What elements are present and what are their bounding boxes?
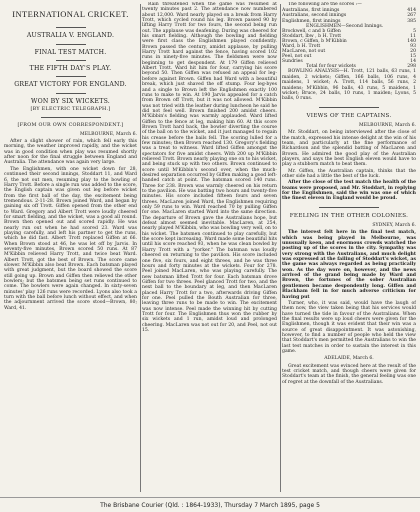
article-paragraph: Mr. Giffen, the Australian captain, thinks that the other side had a little the best of the luck. — [282, 168, 416, 179]
bowling-analysis: BOWLING ANALYSIS—H. Trott, 121 balls, 63 runs, 1 maiden, 2 wickets; Giffen, 166 balls, 106 runs, 4 maidens, 1 wicket; A. Trott, 114 balls, 56 runs, 2 maidens; M'Kibbin, 96 balls, 43 runs, 5 maidens, 1 wicket; Bruce, 24 balls, 10 runs, 1 maiden; Lyons, 5 balls, 0 runs. — [282, 69, 416, 102]
correspondent-note: [FROM OUR OWN CORRESPONDENT.] — [17, 123, 124, 129]
dateline-adelaide: ADELAIDE, March 6. — [324, 356, 374, 362]
divider — [56, 93, 86, 94]
bold-block — [282, 180, 416, 201]
subheading-match: AUSTRALIA V. ENGLAND. — [26, 32, 115, 40]
article-paragraph: After the close of the test match the health of the teams were proposed, and Mr. Stoddart, in replying for the Englishmen, said the win was one of which the finest eleven in England would be proud. — [282, 180, 416, 202]
divider — [319, 107, 379, 108]
score-row: Englishmen, first innings 385 — [282, 18, 416, 24]
article-paragraph: Great excitement was evinced here at the result of the test cricket match, and though cheers were given for Stoddart's team at the finish, the general feeling was one of regret at the downfall of the Australians. — [282, 363, 416, 385]
article-paragraph: Rain threatened when the game was resumed at twenty minutes past 2. The attendance now numbered about 12,000. Ward nearly played on a break from Harry Trott, which cycled round his leg. Brown passed 90 by lifting Harry Trott for two fours, the second being run out. The applause was deafening. During was cheered for his smart fielding. Although the bowling and fielding were first class the Englishmen played confidently. Brown passed the century, amidst applause, by pulling Harry Trott hard against the fence, having scored 102 runs in ninety-five minutes. The fieldsmen were now beginning to get despondent. At 179 Giffen relieved Albert Trott. Ward hit him for four, carrying his score beyond 50. Then Giffen was refused an appeal for leg-before against Brown. Giffen had Ward with a beautiful break, which just shaved the off stump. Four leg-byes and a single to Brown left the Englishmen exactly 100 runs to make to win. At 190 Jarvis appealed for a catch from Brown off Trott, but it was not allowed. M'Kibbin was not tried with the leather during luncheon he said he did not feel well. Brown finished 200 amidst cheers. M'Kibbin's fielding was warmly applauded. Ward lifted Giffen to the fence at leg, making him 60. At this score Brown Trott hard back, the bowler diverting the course of the ball on to the wicket, and it just managed to regain his crease before the bails fell. The scoring lulled for a few minutes; then Brown reached 130. Gregory's fielding was a treat to witness. Ward lifted Giffen amongst the spectators for five amidst cheers. With 200 up M'Kibbin relieved Trott. Brown nearly playing one on to his wicket, and being stuck up with two others. Brown continued to score until M'Kibbin's second over, when the much-desired separation occurred by Giffen making a good left-handed catch at point. The batsman scored 140 runs. Three for 238. Brown was warmly cheered on his return to the pavilion. He was batting two hours and twenty-five minutes. His score included fifteen fours and seven threes. MacLaren joined Ward, the Englishmen requiring only 59 runs to win. Ward reached 70 by pulling Giffen for one. MacLaren started Ward into the same direction. The departure of Brown gave the Australians hope, but defeat almost seemed inevitable. MacLaren, at 254, nearly played M'Kibbin, who was bowling very well, on to his wicket. The batsmen continued to play carefully, but the score kept increasing. Ward made some beautiful hits until his score reached 93, when he was clean bowled by Harry Trott with a "yorker." The batsman was loudly cheered on returning to the pavilion. His score included one five, six fours, and eight threes, and he was three hours and forty minutes at the wickets. Four for 278. Peel joined MacLaren, who was playing carefully. The new batsman lifted Trott for four. Each batsman drove Giffen for two threes. Peel glanced Trott for two, and the next ball to the boundary at leg, and then MacLaren placed Harry Trott for a two, afterwards driving Giffen for one. Peel pulled the Bouth Australian for three, leaving three runs to be made to win. The excitement was now intense. Peel made the winning hit by cutting Trott for four. The Englishmen thus won the rubber by six wickets and 1 run, amidst loud and prolonged cheering. MacLaren was not out for 20, and Peel, not out 15. — [142, 2, 277, 333]
score-row: ENGLISHMEN—Second Innings. — [306, 23, 384, 29]
score-row: MacLaren, not out 20 — [282, 49, 416, 55]
telegraph-note: [BY ELECTRIC TELEGRAPH.] — [30, 107, 111, 113]
score-row-total: Total for four wickets 298 — [306, 64, 416, 70]
column-3 — [282, 2, 416, 494]
subheading-final-test: FINAL TEST MATCH. — [34, 48, 107, 56]
dateline-melbourne: MELBOURNE, March 6. — [80, 131, 137, 137]
divider — [56, 27, 86, 28]
article-paragraph: Turner, who, it was said, would have the laugh of them now, the view taken being that his services would have turned the tide in favour of the Australians. When the final results were up loud cheers were given for the Englishmen, though it was evident that their win was a source of great disappointment. It was astonishing, however, to find a number of people who held the view that Stoddart's men permitted the Australians to win the last test matches in order to sustain the interest in this game. — [282, 300, 416, 354]
dateline-melbourne: MELBOURNE, March 6. — [359, 122, 416, 128]
score-row: Peel, not out 15 — [282, 54, 416, 60]
section-heading-captains: VIEWS OF THE CAPTAINS. — [306, 112, 392, 119]
column-1 — [4, 2, 137, 494]
citation-footer: The Brisbane Courier (Qld. : 1864-1933), Thursday 7 March 1895, page 5 — [0, 497, 420, 512]
divider — [41, 117, 101, 118]
score-row: Stoddart, lbw , b H. Trott 11 — [282, 33, 416, 39]
dateline-sydney: SYDNEY, March 6. — [372, 223, 416, 229]
article-paragraph: The Englishmen, with one wicket down for 28, continued their second innings, Stoddart 11, and Ward 6, the not out men, resuming play to the bowling of Harry Trott. Before a single run was added to the score, the English captain was given out leg before wicket from the first ball of the day, the excitement being tremendous. 2-11-28. Brown joined Ward, and began by gaining six off Trott. Giffen opened from the other end to Ward. Gregory and Albert Trott were loudly cheered for smart fielding, and the wicket, was a good all round. Brown then opened out and scored rapidly. He was nearly run out when he had scored 23. Ward was playing carefully, and left his partner to get the runs, which he did fast. Albert Trott replaced Giffen at 66. When Brown stood at 46, he was let off by Jarvis. In seventy-five minutes, Brown scored 50 runs. At 87 M'Kibbin relieved Harry Trott, and twice beat Ward. Albert Trott, got the best of Brown. The score came slower. M'Kibbin also beat Brown. Each batsman played with great judgment, but the board showed the score still going up. Brown and Giffen then relieved the other bowlers; but the batsmen being set runs continued to come. The bowlers were again changed. In sixty-seven minutes' play 126 runs were recorded. Lyons also took a turn with the ball before lunch without effect, and when the adjournment arrived the score stood—Brown, 80; Ward, 41. — [4, 166, 137, 311]
column-rule — [280, 4, 281, 492]
article-paragraph: After a slight shower of rain, which fell early this morning, the weather improved rapidly, and the wicket was in good condition when play was resumed shortly after noon for the final struggle between England and Australia. The attendance was again very large. — [4, 139, 137, 166]
divider — [56, 44, 86, 45]
headline: INTERNATIONAL CRICKET. — [12, 9, 129, 19]
divider — [56, 76, 86, 77]
divider — [56, 60, 86, 61]
article-paragraph: Mr. Stoddart, on being interviewed after the close of the match, expressed his intense delight at the win of his team, and particularly at the fine performance of Richardson and the splendid batting of MacLaren and Brown. He admired the good play of the Australian players, and says the best English eleven would have to play a stubborn match to beat them. — [282, 130, 416, 168]
score-row: Australians, first innings 414 — [282, 8, 416, 14]
subheading-victory: GREAT VICTORY FOR ENGLAND. — [14, 81, 127, 89]
bold-block — [282, 230, 416, 299]
article-paragraph: The interest felt here in the final test match, which was being played in Melbourne, was unusually keen, and enormous crowds watched the posting up of the scores in the city. Sympathy was very strong with the Australians, and much delight was expressed at the failing of Stoddart's wicket, as the game was always regarded as being practically won. As the day wore on, however, and the news arrived of the grand being made by Ward and Brown, the fortunes of the sober Australian gentlemen became despondently long. Giffen and Blackham fell in for much adverse criticism for having put — [282, 230, 416, 300]
column-rule — [140, 4, 141, 492]
section-heading-colonies: FEELING IN THE OTHER COLONIES. — [289, 212, 409, 219]
score-row: Australians, second innings 267 — [282, 13, 416, 19]
subheading-fifth-day: THE FIFTH DAY'S PLAY. — [29, 65, 112, 73]
scores-intro: The following are the scores :— — [288, 2, 362, 7]
scoreboard — [282, 8, 416, 69]
score-row: Brockwell, c and b Giffen 5 — [282, 28, 416, 34]
column-2 — [142, 2, 277, 494]
divider — [319, 207, 379, 208]
score-row: Sundries 14 — [282, 59, 416, 65]
score-row: Ward, b H. Trott 93 — [282, 44, 416, 49]
subheading-result: WON BY SIX WICKETS. — [31, 97, 110, 105]
score-row: Brown, c Giffen, b M'Kibbin 140 — [282, 38, 416, 44]
